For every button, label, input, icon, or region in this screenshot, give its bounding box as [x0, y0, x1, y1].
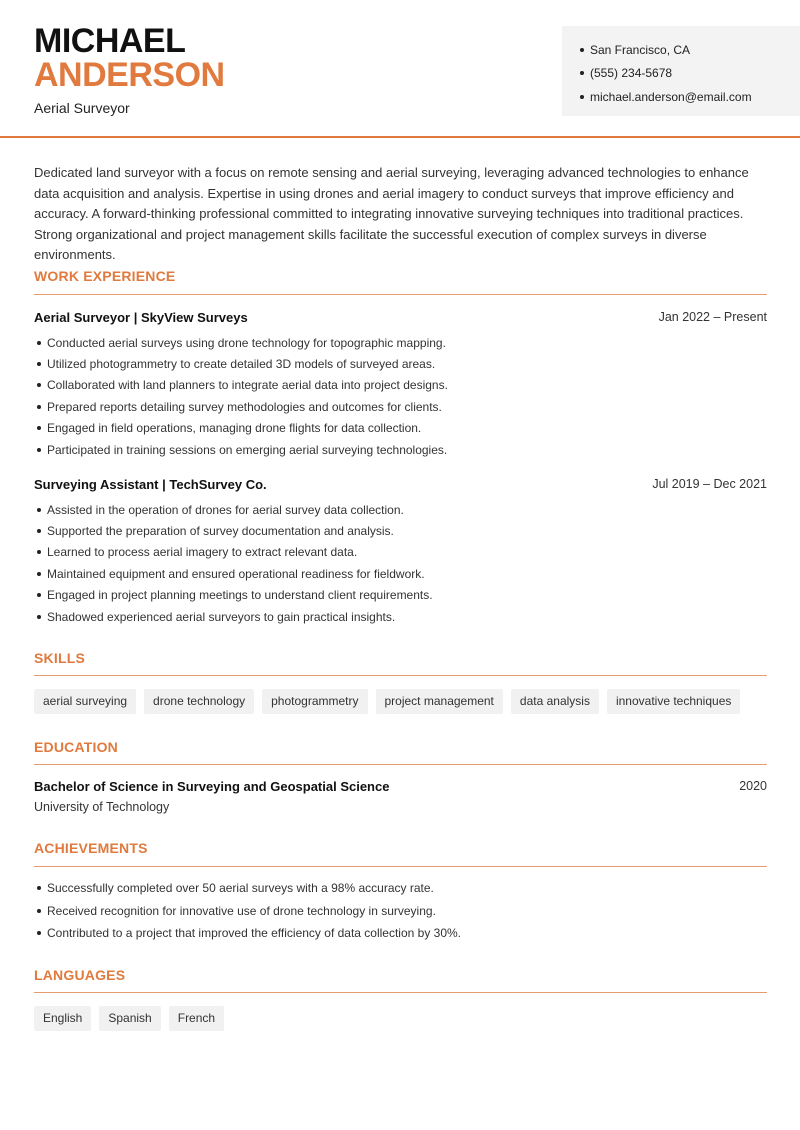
- bullet-icon: [37, 362, 41, 366]
- bullet-text: Conducted aerial surveys using drone technology for topographic mapping.: [47, 335, 446, 350]
- list-item: [34, 375, 767, 396]
- bullet-icon: [37, 426, 41, 430]
- bullet-icon: [37, 909, 41, 913]
- first-name: MICHAEL: [34, 22, 186, 60]
- contact-email-text[interactable]: michael.anderson@email.com: [590, 89, 752, 104]
- achievements-list: [34, 877, 767, 945]
- section-title-education: EDUCATION: [34, 739, 118, 755]
- section-title-skills: SKILLS: [34, 650, 85, 666]
- bullet-text: Engaged in field operations, managing drone flights for data collection.: [47, 421, 422, 436]
- bullet-icon: [37, 615, 41, 619]
- skill-tag: project management: [376, 689, 503, 714]
- contact-location: [580, 38, 800, 62]
- bullet-icon: [37, 886, 41, 890]
- bullet-icon: [37, 529, 41, 533]
- section-divider: [34, 294, 767, 295]
- section-title-languages: LANGUAGES: [34, 967, 126, 983]
- job-bullets: [34, 332, 767, 460]
- achievement-text: Contributed to a project that improved the efficiency of data collection by 30%.: [47, 926, 462, 941]
- bullet-icon: [37, 383, 41, 387]
- bullet-icon: [37, 593, 41, 597]
- language-tag: French: [169, 1006, 224, 1031]
- job-header: [34, 310, 767, 325]
- list-item: [34, 353, 767, 374]
- bullet-text: Assisted in the operation of drones for aerial survey data collection.: [47, 502, 404, 517]
- job-title-company: Aerial Surveyor | SkyView Surveys: [34, 310, 248, 325]
- section-title-work: WORK EXPERIENCE: [34, 268, 176, 284]
- graduation-year: 2020: [739, 779, 767, 793]
- list-item: [34, 439, 767, 460]
- skill-tag: aerial surveying: [34, 689, 136, 714]
- list-item: [34, 332, 767, 353]
- bullet-text: Maintained equipment and ensured operational readiness for fieldwork.: [47, 566, 425, 581]
- bullet-icon: [37, 508, 41, 512]
- bullet-icon: [37, 572, 41, 576]
- skill-tag: drone technology: [144, 689, 254, 714]
- bullet-text: Shadowed experienced aerial surveyors to gain practical insights.: [47, 609, 396, 624]
- list-item: [34, 542, 767, 563]
- skill-tag: data analysis: [511, 689, 599, 714]
- contact-location-text: San Francisco, CA: [590, 42, 691, 57]
- bullet-icon: [37, 341, 41, 345]
- section-divider: [34, 675, 767, 676]
- skill-tag: innovative techniques: [607, 689, 740, 714]
- bullet-text: Engaged in project planning meetings to understand client requirements.: [47, 588, 433, 603]
- job-title-company: Surveying Assistant | TechSurvey Co.: [34, 477, 267, 492]
- job-dates: Jan 2022 – Present: [658, 310, 767, 324]
- bullet-icon: [580, 95, 584, 99]
- list-item: [34, 418, 767, 439]
- list-item: [34, 900, 767, 923]
- achievement-text: Received recognition for innovative use of drone technology in surveying.: [47, 903, 436, 918]
- skills-tags: [34, 689, 740, 714]
- school-name: University of Technology: [34, 800, 170, 814]
- contact-box: [562, 26, 800, 116]
- section-divider: [34, 764, 767, 765]
- list-item: [34, 499, 767, 520]
- section-divider: [34, 866, 767, 867]
- job-title: Aerial Surveyor: [34, 100, 130, 116]
- list-item: [34, 520, 767, 541]
- bullet-text: Utilized photogrammetry to create detailed 3D models of surveyed areas.: [47, 357, 436, 372]
- last-name: ANDERSON: [34, 56, 225, 94]
- job-bullets: [34, 499, 767, 627]
- list-item: [34, 877, 767, 900]
- contact-email: [580, 85, 800, 109]
- resume-header: [0, 0, 800, 138]
- bullet-text: Learned to process aerial imagery to extract relevant data.: [47, 545, 358, 560]
- language-tag: English: [34, 1006, 91, 1031]
- degree: Bachelor of Science in Surveying and Geospatial Science: [34, 779, 390, 794]
- achievement-text: Successfully completed over 50 aerial surveys with a 98% accuracy rate.: [47, 881, 434, 896]
- section-title-achievements: ACHIEVEMENTS: [34, 840, 148, 856]
- bullet-icon: [37, 405, 41, 409]
- bullet-icon: [37, 448, 41, 452]
- list-item: [34, 606, 767, 627]
- list-item: [34, 585, 767, 606]
- bullet-text: Collaborated with land planners to integrate aerial data into project designs.: [47, 378, 448, 393]
- list-item: [34, 396, 767, 417]
- section-divider: [34, 992, 767, 993]
- bullet-icon: [580, 71, 584, 75]
- contact-phone: [580, 62, 800, 86]
- language-tags: [34, 1006, 224, 1031]
- summary-paragraph: Dedicated land surveyor with a focus on remote sensing and aerial surveying, leveraging advanced technologies to enhance data acquisition and analysis. Expertise in using drones and aerial imagery to conduct surveys that improve efficiency and accuracy. A forward-thinking professional committed to integrating innovative surveying techniques into traditional practices. Strong organizational and project management skills facilitate the successful execution of complex surveys in diverse environments.: [34, 165, 749, 263]
- skill-tag: photogrammetry: [262, 689, 367, 714]
- bullet-icon: [580, 48, 584, 52]
- bullet-text: Prepared reports detailing survey methodologies and outcomes for clients.: [47, 399, 442, 414]
- list-item: [34, 563, 767, 584]
- bullet-text: Participated in training sessions on emerging aerial surveying technologies.: [47, 442, 448, 457]
- job-header: [34, 477, 767, 492]
- list-item: [34, 922, 767, 945]
- bullet-icon: [37, 931, 41, 935]
- bullet-icon: [37, 550, 41, 554]
- job-dates: Jul 2019 – Dec 2021: [652, 477, 767, 491]
- contact-phone-text: (555) 234-5678: [590, 66, 673, 81]
- language-tag: Spanish: [99, 1006, 160, 1031]
- education-header: [34, 779, 767, 794]
- bullet-text: Supported the preparation of survey documentation and analysis.: [47, 524, 394, 539]
